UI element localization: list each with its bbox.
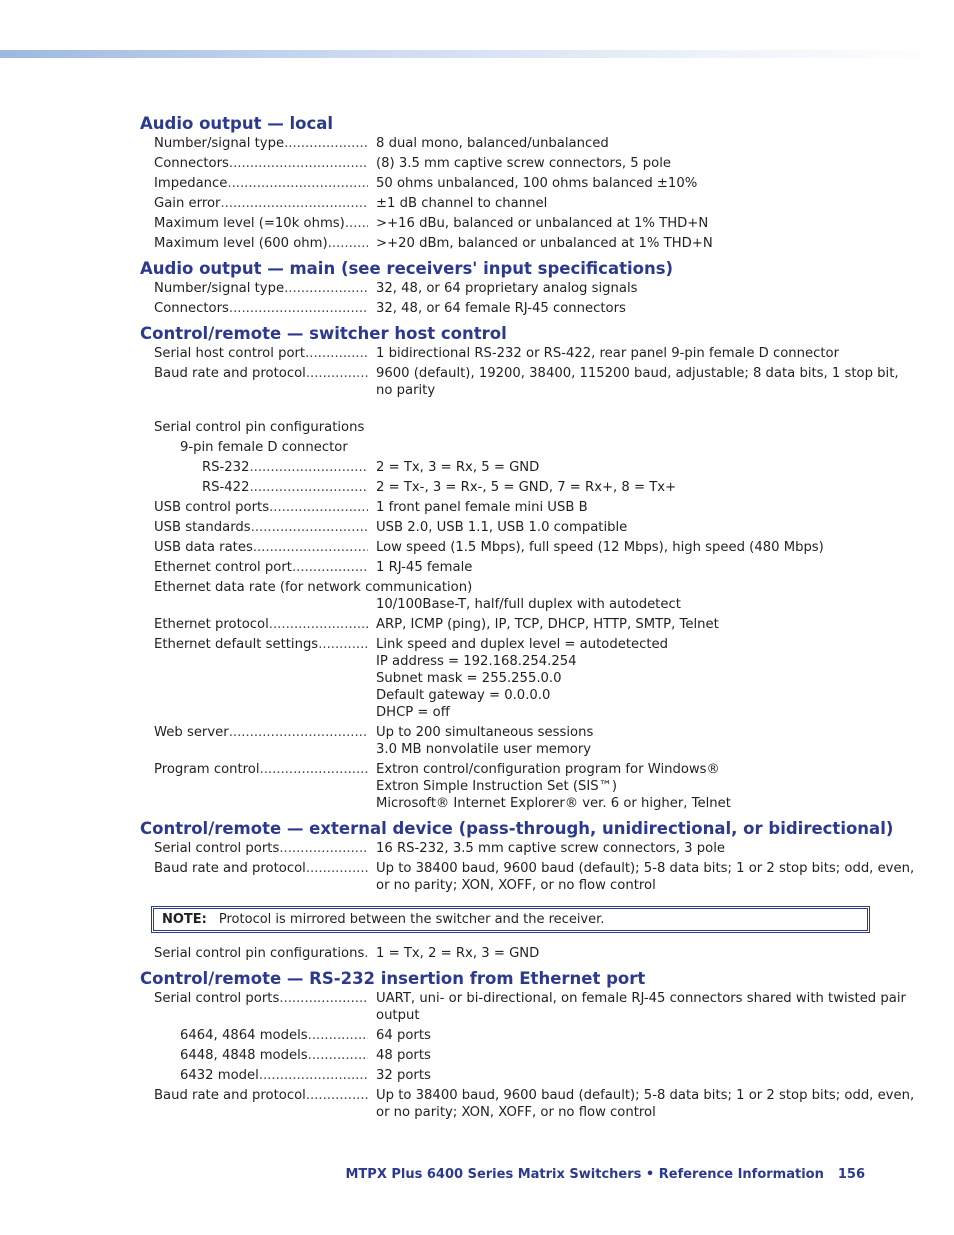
footer-title: MTPX Plus 6400 Series Matrix Switchers • Reference Information [345,1167,824,1182]
spec-row [140,419,870,436]
spec-value [376,1067,870,1084]
spec-label-text: Maximum level (=10k ohms) [154,216,345,231]
spec-value-line: 32 ports [376,1068,431,1083]
spec-value-line: Link speed and duplex level = autodetected [376,637,669,652]
spec-label-text: Web server [154,725,229,740]
spec-row [140,155,870,172]
spec-label [154,155,376,172]
spec-section [140,968,915,1121]
spec-value-line: >+20 dBm, balanced or unbalanced at 1% THD+N [376,236,713,251]
spec-value [376,1047,870,1064]
spec-value-line: Subnet mask = 255.255.0.0 [376,671,562,686]
spec-value [376,1087,914,1121]
spec-row [140,990,906,1024]
spec-value [376,345,870,362]
spec-row [140,860,915,894]
spec-label-text: Ethernet control port [154,560,292,575]
dot-leader [279,990,368,1024]
section-title: Control/remote — RS-232 insertion from Ethernet port [140,969,646,988]
spec-label [154,419,376,436]
spec-label-text: RS-422 [202,480,250,495]
spec-value [376,235,870,252]
spec-value [376,724,870,758]
spec-label [180,439,376,456]
spec-row [140,1067,870,1084]
dot-leader [328,235,368,252]
dot-leader [229,724,368,758]
dot-leader [284,135,368,152]
spec-label [154,616,376,633]
spec-value [376,596,870,613]
spec-label-text: Maximum level (600 ohm) [154,236,328,251]
spec-label [154,945,376,962]
spec-label [154,840,376,857]
spec-value-line: Low speed (1.5 Mbps), full speed (12 Mbps), high speed (480 Mbps) [376,540,824,555]
spec-label [154,761,376,812]
spec-value [376,459,870,476]
spec-label-text: Serial control pin configurations [154,420,365,435]
spec-label [154,990,376,1024]
spec-label-text: Serial host control port [154,346,306,361]
spec-row [140,616,870,633]
spec-label [154,519,376,536]
dot-leader [260,761,368,812]
page-footer [346,1167,866,1182]
spec-row [140,840,870,857]
spec-row [140,636,870,721]
spec-label [154,280,376,297]
spec-row [140,280,870,297]
spec-value-line: Microsoft® Internet Explorer® ver. 6 or higher, Telnet [376,796,731,811]
spec-row [140,1047,870,1064]
dot-leader [251,519,368,536]
spec-value [376,300,870,317]
dot-leader [308,1047,368,1064]
spec-value [376,860,914,894]
spec-value [376,155,870,172]
spec-value-line: Up to 38400 baud, 9600 baud (default); 5-8 data bits; 1 or 2 stop bits; odd, even, [376,1088,915,1103]
section-title: Audio output — main (see receivers' input specifications) [140,259,674,278]
dot-leader [279,840,368,857]
spec-value-line: 1 bidirectional RS-232 or RS-422, rear panel 9-pin female D connector [376,346,840,361]
spec-value [376,616,870,633]
spec-row [140,539,870,556]
section-title: Control/remote — switcher host control [140,324,507,343]
spec-value [376,519,870,536]
spec-value-line: >+16 dBu, balanced or unbalanced at 1% THD+N [376,216,709,231]
dot-leader [364,945,368,962]
spec-value [376,636,870,721]
spec-value-line: ARP, ICMP (ping), IP, TCP, DHCP, HTTP, SMTP, Telnet [376,617,719,632]
spec-row [140,135,870,152]
dot-leader [259,1067,368,1084]
spec-row [140,345,870,362]
spec-value-line: 32, 48, or 64 female RJ-45 connectors [376,301,626,316]
spec-value-line: 8 dual mono, balanced/unbalanced [376,136,609,151]
spec-label-text: 6448, 4848 models [180,1048,308,1063]
dot-leader [306,1087,368,1121]
spec-value-line: 32, 48, or 64 proprietary analog signals [376,281,638,296]
spec-value-line: Up to 200 simultaneous sessions [376,725,594,740]
dot-leader [284,280,368,297]
dot-leader [269,616,368,633]
spec-content [140,113,915,1121]
spec-row [140,1027,870,1044]
spec-value-line: 3.0 MB nonvolatile user memory [376,742,592,757]
spec-row [140,479,870,496]
dot-leader [220,195,368,212]
header-gradient-bar [0,50,954,58]
spec-label-text: Ethernet data rate (for network communication) [154,580,473,595]
spec-label-text: Serial control ports [154,991,280,1006]
spec-label-text: Serial control ports [154,841,280,856]
spec-row [140,596,870,613]
note-label: NOTE: [162,912,207,927]
dot-leader [229,155,368,172]
spec-label [154,235,376,252]
dot-leader [306,365,368,399]
dot-leader [345,215,368,232]
spec-value-line: IP address = 192.168.254.254 [376,654,577,669]
spec-value [376,175,870,192]
spec-value-line: 2 = Tx, 3 = Rx, 5 = GND [376,460,540,475]
spec-value [376,840,870,857]
dot-leader [364,419,368,436]
spec-label-text: Baud rate and protocol [154,861,306,876]
spec-label-text: Baud rate and protocol [154,366,306,381]
dot-leader [154,596,368,613]
spec-label-text: RS-232 [202,460,250,475]
spec-value-line: ±1 dB channel to channel [376,196,548,211]
spec-label [154,1087,376,1121]
spec-row [140,300,870,317]
section-title: Audio output — local [140,114,334,133]
spec-label-text: USB control ports [154,500,270,515]
dot-leader [348,439,368,456]
dot-leader [227,175,368,192]
spec-row [140,365,899,399]
dot-leader [318,636,368,721]
spec-label [154,539,376,556]
spec-value-line: 64 ports [376,1028,431,1043]
spec-value [376,439,870,456]
spec-value [376,539,870,556]
spec-value [376,761,870,812]
spec-label-text: Program control [154,762,260,777]
spec-value-line: USB 2.0, USB 1.1, USB 1.0 compatible [376,520,628,535]
spec-value [376,945,870,962]
spec-label-text: Number/signal type [154,136,285,151]
spec-label [154,135,376,152]
spec-label-text: USB data rates [154,540,253,555]
spec-section [140,113,870,252]
spec-label [154,559,376,576]
spec-label-text: Ethernet default settings [154,637,319,652]
spec-label [154,724,376,758]
spec-value [376,195,870,212]
spec-label [154,596,376,613]
spec-section [140,818,915,962]
spec-label [180,1047,376,1064]
spec-label-text: Serial control pin configurations [154,946,365,961]
spec-value [376,365,899,399]
spec-value-line: or no parity; XON, XOFF, or no flow control [376,1105,656,1120]
note-text: Protocol is mirrored between the switcher and the receiver. [218,912,605,927]
spec-label [154,215,376,232]
spec-value-line: 9600 (default), 19200, 38400, 115200 baud, adjustable; 8 data bits, 1 stop bit, [376,366,899,381]
spec-value [376,1027,870,1044]
spec-label [154,175,376,192]
spec-value-line: 2 = Tx-, 3 = Rx-, 5 = GND, 7 = Rx+, 8 = Tx+ [376,480,677,495]
spec-row [140,235,870,252]
spec-row [140,1087,915,1121]
spec-value [376,280,870,297]
dot-leader [249,479,368,496]
spec-value-line: output [376,1008,420,1023]
spec-label [154,499,376,516]
spec-row [140,459,870,476]
spec-value-line: Up to 38400 baud, 9600 baud (default); 5-8 data bits; 1 or 2 stop bits; odd, even, [376,861,915,876]
spec-value-line: 1 = Tx, 2 = Rx, 3 = GND [376,946,540,961]
spec-value-line: 10/100Base-T, half/full duplex with autodetect [376,597,681,612]
dot-leader [292,559,368,576]
spec-value-line: 1 front panel female mini USB B [376,500,588,515]
dot-leader [269,499,368,516]
note-box [153,908,868,931]
spec-row [140,439,870,456]
spec-value-line: or no parity; XON, XOFF, or no flow control [376,878,656,893]
section-title: Control/remote — external device (pass-through, unidirectional, or bidirectional) [140,819,894,838]
spec-label-text: 9-pin female D connector [180,440,348,455]
spec-row [140,195,870,212]
spec-value-line: Extron control/configuration program for Windows® [376,762,720,777]
spec-label [154,345,376,362]
spec-label [202,459,376,476]
spec-label-text: Impedance [154,176,228,191]
spec-value [376,135,870,152]
spec-row [140,519,870,536]
spec-value [376,990,906,1024]
spec-label-text: 6432 model [180,1068,259,1083]
spec-value-line: no parity [376,383,436,398]
spec-label [180,1027,376,1044]
spec-value-line: 48 ports [376,1048,431,1063]
spec-label-text: Connectors [154,301,229,316]
spec-row [140,499,870,516]
spec-label [154,365,376,399]
dot-leader [229,300,368,317]
dot-leader [253,539,368,556]
spec-value-line: 1 RJ-45 female [376,560,473,575]
spec-value-line: 50 ohms unbalanced, 100 ohms balanced ±10% [376,176,698,191]
spec-label-text: 6464, 4864 models [180,1028,308,1043]
spec-label [154,195,376,212]
spec-label [202,479,376,496]
spec-row [140,724,870,758]
spec-label-text: Ethernet protocol [154,617,269,632]
dot-leader [249,459,368,476]
spec-row [140,945,870,962]
spec-label [154,579,480,596]
spec-row [140,579,870,596]
spec-value-line: (8) 3.5 mm captive screw connectors, 5 pole [376,156,672,171]
spec-value [376,559,870,576]
spec-value-line: Default gateway = 0.0.0.0 [376,688,551,703]
spec-value-line: DHCP = off [376,705,450,720]
spec-label-text: Number/signal type [154,281,285,296]
spec-section [140,323,899,812]
spec-label-text: Connectors [154,156,229,171]
spec-label [154,300,376,317]
spec-label [180,1067,376,1084]
spec-row [140,761,870,812]
spec-label-text: Gain error [154,196,221,211]
dot-leader [306,860,368,894]
dot-leader [305,345,368,362]
spec-value [376,419,870,436]
spec-value-line: UART, uni- or bi-directional, on female RJ-45 connectors shared with twisted pair [376,991,906,1006]
dot-leader [308,1027,368,1044]
spec-label [154,636,376,721]
spec-value-line: Extron Simple Instruction Set (SIS™) [376,779,618,794]
spec-value-line: 16 RS-232, 3.5 mm captive screw connectors, 3 pole [376,841,725,856]
spec-label-text: USB standards [154,520,251,535]
spec-row [140,175,870,192]
spec-value [376,479,870,496]
spec-row [140,215,870,232]
page-number: 156 [837,1167,865,1182]
spec-label [154,860,376,894]
spec-value [376,215,870,232]
spec-row [140,559,870,576]
spec-section [140,258,870,317]
spec-value [376,499,870,516]
spec-label-text: Baud rate and protocol [154,1088,306,1103]
